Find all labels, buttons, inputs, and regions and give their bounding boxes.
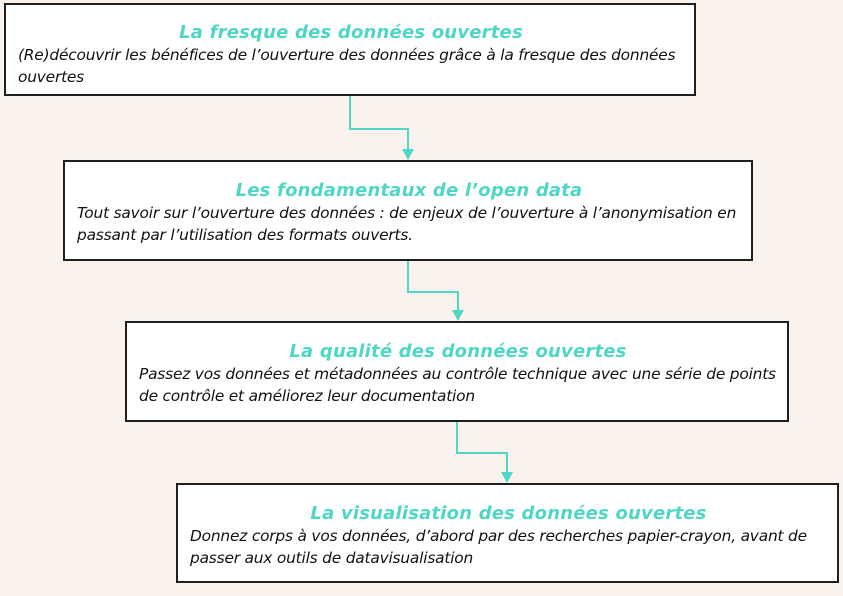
step-description: Tout savoir sur l’ouverture des données : de enjeux de l’ouverture à l’anonymisation en passant par l’utilisation des formats ouverts. — [77, 204, 737, 244]
step-title: La fresque des données ouvertes — [179, 22, 523, 43]
arrowhead-icon — [501, 472, 513, 483]
step-description: (Re)découvrir les bénéfices de l’ouverture des données grâce à la fresque des données ouvertes — [18, 46, 676, 86]
step-box-fondamentaux — [63, 160, 753, 261]
step-box-fresque — [4, 3, 696, 96]
connector-arrow-2-3 — [408, 260, 458, 311]
step-box-qualite — [125, 321, 789, 422]
step-description: Passez vos données et métadonnées au contrôle technique avec une série de points de contrôle et améliorez leur documentation — [139, 365, 776, 405]
step-title: Les fondamentaux de l’open data — [235, 180, 583, 201]
connector-arrow-1-2 — [350, 95, 408, 150]
step-title: La visualisation des données ouvertes — [310, 503, 707, 524]
step-description: Donnez corps à vos données, d’abord par des recherches papier-crayon, avant de passer aux outils de datavisualisation — [190, 527, 807, 567]
arrowhead-icon — [402, 149, 414, 160]
connector-arrow-3-4 — [457, 421, 507, 473]
arrowhead-icon — [452, 310, 464, 321]
step-title: La qualité des données ouvertes — [289, 341, 627, 362]
step-box-visualisation — [176, 483, 839, 583]
